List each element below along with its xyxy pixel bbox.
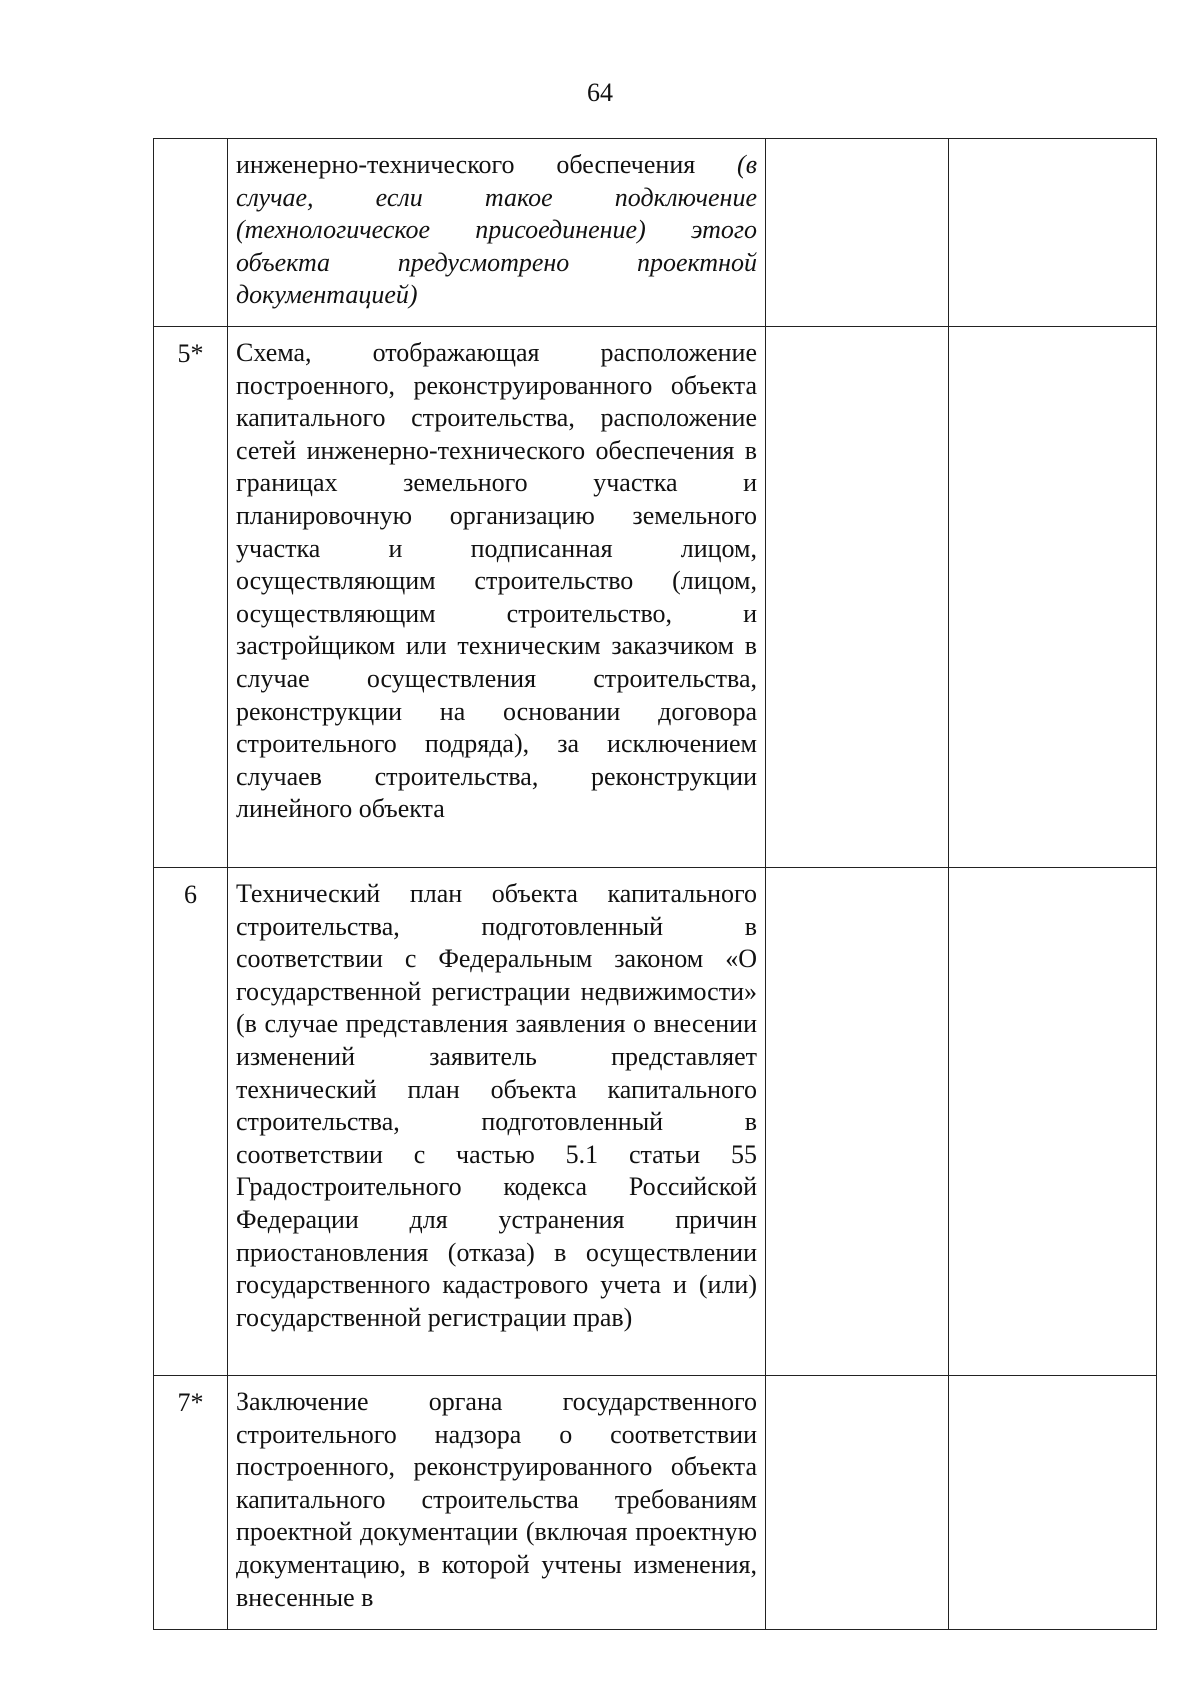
- row-number: [154, 139, 228, 327]
- cell-col3: [766, 139, 949, 327]
- description-plain: инженерно-технического обеспечения: [236, 150, 738, 179]
- documents-table: [153, 138, 1157, 1630]
- row-description: [228, 139, 766, 327]
- table-row: [154, 139, 1157, 327]
- cell-col4: [949, 326, 1157, 867]
- page-number: 64: [587, 78, 613, 107]
- row-number: 6: [154, 867, 228, 1375]
- table-row: [154, 1375, 1157, 1629]
- cell-col3: [766, 867, 949, 1375]
- cell-col3: [766, 326, 949, 867]
- cell-col3: [766, 1375, 949, 1629]
- cell-col4: [949, 867, 1157, 1375]
- table-row: [154, 867, 1157, 1375]
- cell-col4: [949, 139, 1157, 327]
- description-italic: (в случае, если такое подключение (технологическое присоединение) этого объекта предусмотрено проектной документацией): [236, 150, 757, 310]
- row-number: 7*: [154, 1375, 228, 1629]
- row-description: Заключение органа государственного строительного надзора о соответствии построенного, реконструированного объекта капитального строительства требованиям проектной документации (включая проектную документацию, в которой учтены изменения, внесенные в: [228, 1375, 766, 1629]
- table-row: [154, 326, 1157, 867]
- row-description: Схема, отображающая расположение построенного, реконструированного объекта капитального строительства, расположение сетей инженерно-технического обеспечения в границах земельного участка и планировочную организацию земельного участка и подписанная лицом, осуществляющим строительство (лицом, осуществляющим строительство, и застройщиком или техническим заказчиком в случае осуществления строительства, реконструкции на основании договора строительного подряда), за исключением случаев строительства, реконструкции линейного объекта: [228, 326, 766, 867]
- row-number: 5*: [154, 326, 228, 867]
- cell-col4: [949, 1375, 1157, 1629]
- row-description: Технический план объекта капитального строительства, подготовленный в соответствии с Федеральным законом «О государственной регистрации недвижимости» (в случае представления заявления о внесении изменений заявитель представляет технический план объекта капитального строительства, подготовленный в соответствии с частью 5.1 статьи 55 Градостроительного кодекса Российской Федерации для устранения причин приостановления (отказа) в осуществлении государственного кадастрового учета и (или) государственной регистрации прав): [228, 867, 766, 1375]
